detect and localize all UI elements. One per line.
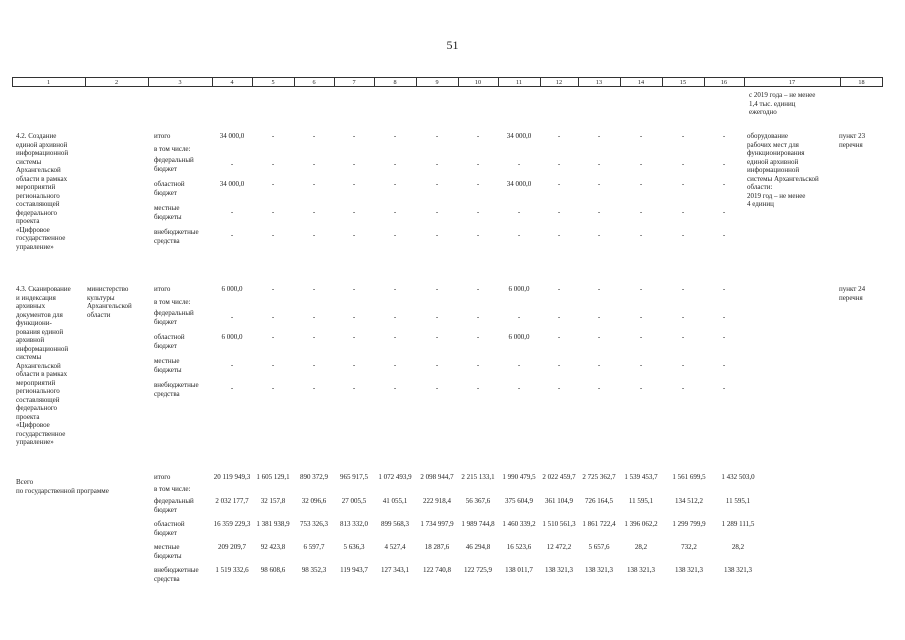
total-cell: 56 367,6 [465,497,491,505]
table-cell: - [393,333,397,341]
table-cell: - [722,333,726,341]
table-cell: - [639,160,643,168]
total-cell: 138 321,3 [585,566,613,574]
total-cell: 138 321,3 [675,566,703,574]
table-cell: - [557,361,561,369]
funding-source: внебюджетные [154,381,199,389]
total-cell: 32 157,8 [260,497,286,505]
total-cell: 1 432 503,0 [721,473,755,481]
table-cell: - [557,313,561,321]
total-cell: 1 734 997,9 [420,520,454,528]
table-cell: - [271,285,275,293]
total-cell: 138 321,3 [627,566,655,574]
total-cell: 11 595,1 [628,497,654,505]
section-title-line: области в рамках [16,370,68,378]
table-cell: - [476,333,480,341]
section-title-line: управление» [16,438,54,446]
total-cell: 5 636,3 [343,543,365,551]
header-col-2: 2 [114,79,119,86]
table-cell: - [230,160,234,168]
table-cell: - [722,160,726,168]
table-cell: - [639,285,643,293]
total-cell: 134 512,2 [675,497,703,505]
table-cell: - [230,208,234,216]
table-cell: - [435,313,439,321]
table-cell: - [435,132,439,140]
table-cell: - [476,180,480,188]
table-cell: 6 000,0 [508,333,530,341]
funding-source: бюджет [154,506,177,514]
funding-source: областной [154,333,185,341]
table-cell: - [312,384,316,392]
table-cell: - [271,208,275,216]
table-cell: - [393,384,397,392]
table-cell: - [597,313,601,321]
total-cell: 46 294,8 [465,543,491,551]
total-cell: 98 608,6 [260,566,286,574]
table-cell: - [639,231,643,239]
total-cell: 899 568,3 [381,520,409,528]
table-cell: - [435,160,439,168]
table-cell: 6 000,0 [508,285,530,293]
total-cell: 2 098 944,7 [420,473,454,481]
total-cell: 28,2 [634,543,648,551]
table-cell: - [681,231,685,239]
funding-source: средства [154,237,180,245]
table-cell: - [557,208,561,216]
section-title-line: федерального [16,404,58,412]
funding-source: федеральный [154,309,194,317]
table-cell: - [597,208,601,216]
total-cell: 965 917,5 [340,473,368,481]
total-cell: 122 725,9 [464,566,492,574]
total-cell: 138 321,3 [724,566,752,574]
result-line: 2019 год – не менее [747,191,806,200]
total-cell: 1 072 493,9 [378,473,412,481]
table-cell: - [639,333,643,341]
funding-source: итого [154,132,171,140]
table-cell: - [476,132,480,140]
total-cell: 92 423,8 [260,543,286,551]
table-cell: - [312,333,316,341]
funding-source: бюджеты [154,366,182,374]
section-title-line: федерального [16,208,58,217]
total-cell: 1 381 938,9 [256,520,290,528]
table-cell: 34 000,0 [506,180,532,188]
table-cell: - [230,361,234,369]
table-cell: - [639,208,643,216]
funding-source: в том числе: [154,145,191,153]
header-col-14: 14 [637,79,645,86]
table-cell: - [681,333,685,341]
funding-source: федеральный [154,497,194,505]
table-cell: - [393,208,397,216]
section-title-line: государственное [16,429,66,438]
table-cell: - [476,160,480,168]
section-title-line: составляющей [16,200,60,208]
header-col-17: 17 [788,79,796,86]
table-cell: - [722,208,726,216]
result-line: системы Архангельской [747,174,819,183]
funding-source: бюджеты [154,213,182,221]
table-cell: - [639,132,643,140]
table-cell: - [435,208,439,216]
total-cell: 1 510 561,3 [542,520,576,528]
result-line: области: [747,183,773,191]
total-title: по государственной программе [16,486,109,495]
total-cell: 6 597,7 [303,543,325,551]
table-cell: - [393,285,397,293]
total-cell: 122 740,8 [423,566,451,574]
table-cell: - [557,160,561,168]
table-cell: - [352,333,356,341]
table-cell: - [435,361,439,369]
total-cell: 1 539 453,7 [624,473,658,481]
result-line: 4 единиц [747,200,774,208]
total-cell: 28,2 [731,543,745,551]
result-line: информационной [747,166,800,174]
table-cell: - [639,361,643,369]
table-cell: - [681,208,685,216]
section-title-line: Архангельской [16,166,61,174]
table-cell: - [435,231,439,239]
table-cell: - [393,313,397,321]
note-line: с 2019 года – не менее [749,91,816,99]
total-cell: 4 527,4 [384,543,406,551]
table-cell: - [476,361,480,369]
table-cell: - [435,333,439,341]
header-col-8: 8 [393,79,397,86]
total-cell: 127 343,1 [381,566,409,574]
table-cell: 6 000,0 [221,285,243,293]
total-cell: 16 523,6 [506,543,532,551]
funding-source: местные [154,204,180,212]
total-cell: 1 861 722,4 [582,520,616,528]
section-title-line: системы [16,353,42,361]
table-cell: - [312,160,316,168]
note-line: ежегодно [749,108,777,116]
table-cell: - [476,313,480,321]
executor-line: культуры [87,293,115,302]
total-cell: 119 943,7 [340,566,368,574]
section-title-line: управление» [16,242,54,251]
total-cell: 375 604,9 [505,497,533,505]
table-cell: - [271,160,275,168]
table-cell: 34 000,0 [219,132,245,140]
table-cell: - [639,384,643,392]
table-cell: - [393,361,397,369]
section-title-line: составляющей [16,395,60,404]
section-title-line: 4.2. Создание [16,132,57,140]
table-cell: - [352,180,356,188]
section-title-line: проекта [16,217,40,225]
table-cell: - [476,231,480,239]
funding-source: федеральный [154,156,194,164]
table-cell: 34 000,0 [219,180,245,188]
section-title-line: государственное [16,234,66,242]
table-cell: - [722,384,726,392]
total-cell: 5 657,6 [588,543,610,551]
reference-line: перечня [839,293,863,302]
section-title-line: рования единой [16,327,64,336]
total-cell: 813 332,0 [340,520,368,528]
total-cell: 1 519 332,6 [215,566,249,574]
table-cell: - [517,313,521,321]
funding-source: бюджет [154,342,177,350]
table-cell: - [271,180,275,188]
section-title-line: регионального [16,387,60,395]
funding-source: в том числе: [154,298,191,306]
table-cell: - [230,313,234,321]
table-cell: - [722,231,726,239]
table-cell: - [681,313,685,321]
table-cell: - [517,208,521,216]
total-cell: 32 096,6 [301,497,327,505]
table-cell: - [681,180,685,188]
table-cell: - [271,361,275,369]
section-title-line: 4.3. Сканирование [16,285,71,293]
funding-source: внебюджетные [154,566,199,574]
table-cell: - [722,285,726,293]
result-line: функционирования [747,149,805,157]
section-title-line: системы [16,157,42,166]
table-cell: - [517,160,521,168]
section-title-line: единой архивной [16,140,68,149]
table-cell: - [271,231,275,239]
section-title-line: архивной [16,336,45,344]
table-cell: 6 000,0 [221,333,243,341]
table-cell: - [352,231,356,239]
reference-line: пункт 23 [839,132,866,140]
header-col-18: 18 [858,79,865,86]
header-col-12: 12 [555,79,563,86]
result-line: оборудование [747,132,789,140]
table-cell: - [476,208,480,216]
total-cell: 890 372,9 [300,473,328,481]
total-cell: 2 022 459,7 [542,473,576,481]
table-cell: - [557,333,561,341]
total-cell: 41 055,1 [382,497,408,505]
table-cell: - [722,361,726,369]
table-cell: - [312,361,316,369]
funding-source: бюджет [154,318,177,326]
table-cell: - [597,160,601,168]
funding-source: бюджеты [154,552,182,560]
page-number: 51 [446,38,459,52]
table-cell: - [597,231,601,239]
table-cell: - [517,384,521,392]
table-cell: - [230,231,234,239]
total-cell: 12 472,2 [546,543,572,551]
funding-source: областной [154,180,185,188]
table-cell: - [722,180,726,188]
funding-source: внебюджетные [154,228,199,236]
header-col-3: 3 [178,79,182,86]
section-title-line: архивных [16,302,46,310]
executor-line: области [87,310,111,319]
header-col-6: 6 [312,79,316,86]
table-cell: - [352,132,356,140]
table-cell: - [681,132,685,140]
reference-line: перечня [839,140,863,149]
header-col-4: 4 [230,79,234,86]
table-cell: - [557,384,561,392]
total-cell: 2 215 133,1 [461,473,495,481]
table-cell: - [557,285,561,293]
total-cell: 18 287,6 [424,543,450,551]
table-cell: - [271,132,275,140]
total-cell: 98 352,3 [301,566,327,574]
total-cell: 1 561 699,5 [672,473,706,481]
table-cell: - [352,384,356,392]
table-cell: - [597,333,601,341]
table-cell: - [435,285,439,293]
result-line: единой архивной [747,157,799,166]
executor-line: министерство [87,285,129,293]
table-cell: 34 000,0 [506,132,532,140]
table-cell: - [681,361,685,369]
section-title-line: информационной [16,149,69,157]
total-cell: 222 918,4 [423,497,451,505]
total-cell: 1 460 339,2 [502,520,536,528]
table-cell: - [312,132,316,140]
table-cell: - [312,180,316,188]
table-cell: - [681,160,685,168]
table-cell: - [393,180,397,188]
header-col-11: 11 [516,79,522,86]
table-cell: - [557,132,561,140]
table-cell: - [476,285,480,293]
section-title-line: мероприятий [16,183,56,191]
funding-source: бюджет [154,189,177,197]
table-cell: - [597,132,601,140]
table-cell: - [271,384,275,392]
total-cell: 1 990 479,5 [502,473,536,481]
section-title-line: области в рамках [16,174,68,183]
reference-line: пункт 24 [839,285,866,293]
table-cell: - [557,180,561,188]
table-cell: - [476,384,480,392]
total-cell: 726 164,5 [585,497,613,505]
header-col-1: 1 [46,79,51,86]
total-cell: 11 595,1 [725,497,751,505]
note-line: 1,4 тыс. единиц [749,99,796,108]
table-cell: - [597,285,601,293]
table-cell: - [597,361,601,369]
table-cell: - [722,132,726,140]
table-cell: - [312,208,316,216]
table-cell: - [557,231,561,239]
funding-source: бюджет [154,165,177,173]
table-cell: - [639,313,643,321]
result-line: рабочих мест для [747,140,799,149]
header-col-9: 9 [435,79,439,86]
total-cell: 2 032 177,7 [215,497,249,505]
table-cell: - [597,384,601,392]
total-cell: 361 104,9 [545,497,573,505]
table-cell: - [271,313,275,321]
total-cell: 2 725 362,7 [582,473,616,481]
table-cell: - [393,132,397,140]
table-cell: - [393,160,397,168]
funding-source: в том числе: [154,485,191,493]
table-cell: - [230,384,234,392]
total-cell: 732,2 [681,543,697,551]
total-cell: 20 119 949,3 [213,473,251,481]
table-cell: - [352,361,356,369]
section-title-line: «Цифровое [16,225,50,234]
header-col-15: 15 [679,79,687,86]
table-cell: - [312,285,316,293]
table-cell: - [681,285,685,293]
table-cell: - [271,333,275,341]
section-title-line: Архангельской [16,361,61,370]
funding-source: итого [154,473,171,481]
header-col-10: 10 [474,79,482,86]
funding-source: средства [154,390,180,398]
table-cell: - [312,313,316,321]
total-cell: 27 005,5 [341,497,367,505]
section-title-line: и индексация [16,293,56,302]
table-cell: - [597,180,601,188]
table-cell: - [312,231,316,239]
funding-source: местные [154,543,180,551]
section-title-line: «Цифровое [16,421,50,429]
table-cell: - [517,361,521,369]
section-title-line: информационной [16,344,69,353]
table-cell: - [517,231,521,239]
total-cell: 1 605 129,1 [256,473,290,481]
table-cell: - [352,208,356,216]
funding-source: бюджет [154,529,177,537]
total-cell: 16 359 229,3 [213,520,251,528]
table-cell: - [681,384,685,392]
funding-source: итого [154,285,171,293]
table-cell: - [639,180,643,188]
total-cell: 753 326,3 [300,520,328,528]
funding-source: средства [154,575,180,583]
funding-source: областной [154,520,185,528]
total-cell: 138 011,7 [505,566,533,574]
total-cell: 1 299 799,9 [672,520,706,528]
table-cell: - [435,384,439,392]
table-cell: - [393,231,397,239]
total-title: Всего [16,478,34,486]
total-cell: 209 209,7 [218,543,246,551]
total-cell: 1 989 744,8 [461,520,495,528]
section-title-line: регионального [16,191,60,200]
table-cell: - [352,313,356,321]
executor-line: Архангельской [87,302,132,310]
table-cell: - [435,180,439,188]
table-cell: - [722,313,726,321]
section-title-line: проекта [16,412,40,421]
total-cell: 1 289 111,5 [721,520,755,528]
table-cell: - [352,285,356,293]
table-cell: - [352,160,356,168]
funding-source: местные [154,357,180,365]
header-col-7: 7 [352,79,356,86]
total-cell: 1 396 062,2 [624,520,658,528]
header-col-16: 16 [720,79,728,86]
section-title-line: функциони- [16,319,52,327]
total-cell: 138 321,3 [545,566,573,574]
header-col-13: 13 [595,79,603,86]
section-title-line: документов для [16,310,63,319]
header-col-5: 5 [271,79,275,86]
section-title-line: мероприятий [16,378,56,387]
